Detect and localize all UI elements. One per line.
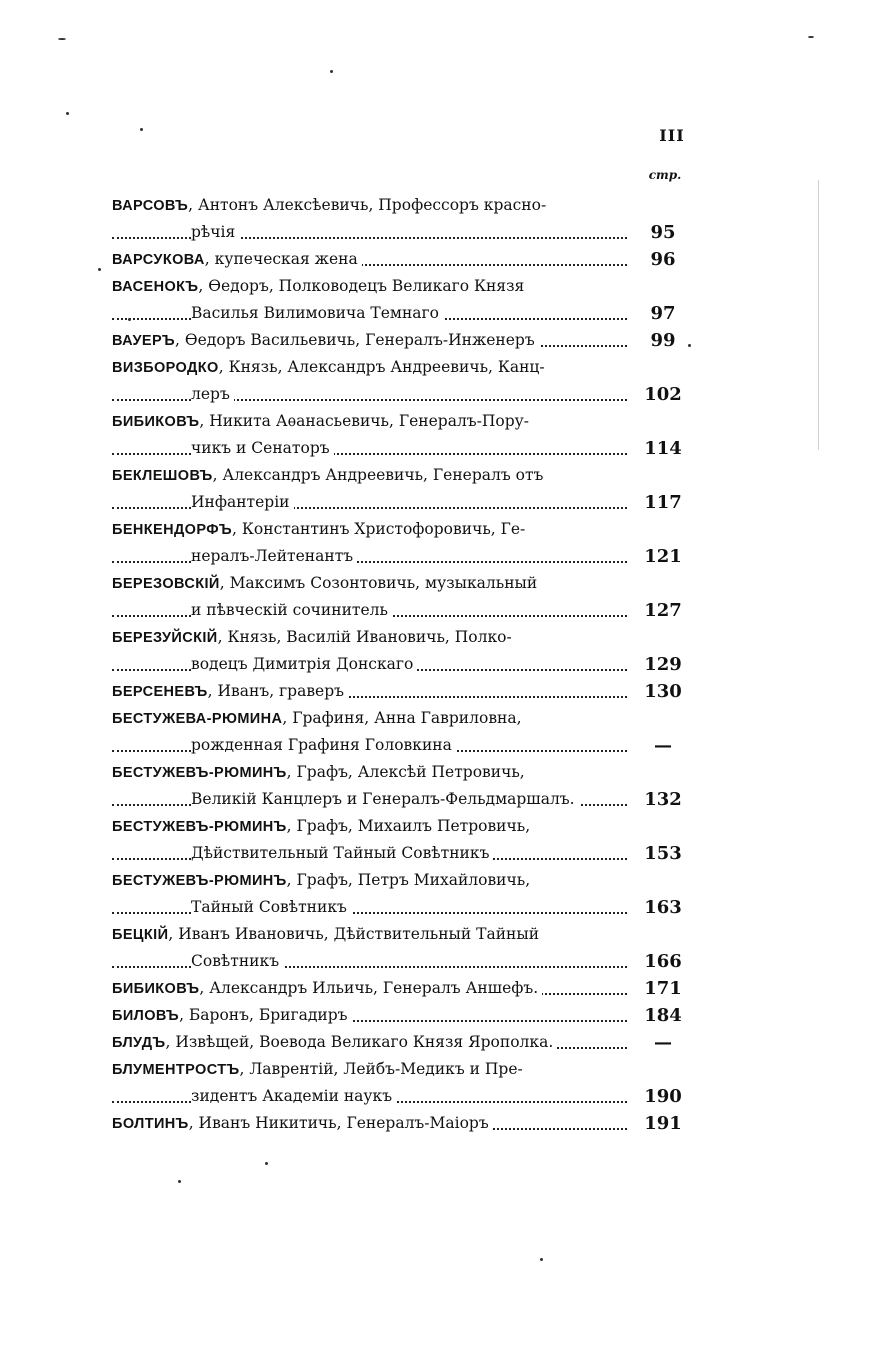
entry-page-number: 129: [644, 654, 682, 675]
entry-line-first: [112, 192, 627, 219]
entry-description: и пѣвческій сочинитель: [191, 601, 388, 619]
entry-line-continuation: [112, 732, 672, 759]
entry-name: БОЛТИНЪ: [112, 1116, 189, 1132]
entry-text: БЕРЕЗОВСКІЙ, Максимъ Созонтовичь, музыкальный: [112, 574, 541, 592]
entry-line-continuation: [112, 381, 682, 408]
entry-page-number: 97: [650, 303, 676, 324]
entry-line-first: [112, 246, 676, 273]
entry-text: БЕКЛЕШОВЪ, Александръ Андреевичь, Генералъ отъ: [112, 466, 547, 484]
entry-line-first: [112, 1029, 672, 1056]
index-entry: [112, 624, 692, 678]
entry-text: [191, 547, 357, 565]
entry-text: [191, 1087, 396, 1105]
entry-page-number: 127: [644, 600, 682, 621]
entry-description: Графъ, Михаилъ Петровичь,: [296, 817, 531, 835]
index-entry: [112, 192, 692, 246]
entry-description: зидентъ Академіи наукъ: [191, 1087, 393, 1105]
entry-page-number: 95: [650, 222, 676, 243]
entry-text: БЛУДЪ, Извѣщей, Воевода Великаго Князя Ярополка.: [112, 1033, 557, 1051]
entry-description: Никита Аѳанасьевичь, Генералъ-Пору-: [209, 412, 530, 430]
entry-description: Дѣйствительный Тайный Совѣтникъ: [191, 844, 490, 862]
entry-line-first: [112, 624, 627, 651]
entry-page-number: 102: [644, 384, 682, 405]
entry-text: [191, 844, 493, 862]
entry-description: Великій Канцлеръ и Генералъ-Фельдмаршалъ.: [191, 790, 575, 808]
index-entry: [112, 1002, 692, 1029]
entry-name: БЕСТУЖЕВЪ-РЮМИНЪ: [112, 765, 287, 781]
entry-name: БЕРСЕНЕВЪ: [112, 684, 208, 700]
entry-page-number: 184: [644, 1005, 682, 1026]
entry-line-first: [112, 516, 627, 543]
entry-page-number: 121: [644, 546, 682, 567]
entry-name: БИБИКОВЪ: [112, 414, 200, 430]
entry-line-first: [112, 813, 627, 840]
entry-name: ВАРСУКОВА: [112, 252, 205, 268]
index-entry: [112, 813, 692, 867]
index-entry: [112, 516, 692, 570]
entry-description: Извѣщей, Воевода Великаго Князя Ярополка.: [175, 1033, 554, 1051]
entry-text: [191, 898, 351, 916]
entry-line-continuation: [112, 840, 682, 867]
entry-line-first: [112, 678, 682, 705]
entry-name: БЕСТУЖЕВЪ-РЮМИНЪ: [112, 819, 287, 835]
entry-line-first: [112, 867, 627, 894]
entry-line-first: [112, 462, 627, 489]
entry-line-first: [112, 1002, 682, 1029]
index-entry: [112, 462, 692, 516]
entry-description: Константинъ Христофоровичь, Ге-: [241, 520, 526, 538]
entry-description: Тайный Совѣтникъ: [191, 898, 347, 916]
entry-description: Иванъ, граверъ: [217, 682, 345, 700]
leader-dots: [112, 505, 627, 509]
entry-name: БЕСТУЖЕВЪ-РЮМИНЪ: [112, 873, 287, 889]
entry-line-continuation: [112, 435, 682, 462]
entry-description: Князь, Василій Ивановичь, Полко-: [227, 628, 512, 646]
entry-description: нералъ-Лейтенантъ: [191, 547, 354, 565]
entry-text: БЛУМЕНТРОСТЪ, Лаврентій, Лейбъ-Медикъ и Пре-: [112, 1060, 527, 1078]
entry-line-continuation: [112, 489, 682, 516]
entry-text: БЕРЕЗУЙСКІЙ, Князь, Василій Ивановичь, Полко-: [112, 628, 516, 646]
entry-page-number: 114: [644, 438, 682, 459]
entry-description: рѣчія: [191, 223, 236, 241]
entry-page-number: 190: [644, 1086, 682, 1107]
entry-description: Князь, Александръ Андреевичь, Канц-: [228, 358, 545, 376]
entry-name: ВАРСОВЪ: [112, 198, 189, 214]
entry-description: Баронъ, Бригадиръ: [188, 1006, 348, 1024]
entry-description: Графъ, Петръ Михайловичь,: [296, 871, 531, 889]
entry-line-continuation: [112, 1083, 682, 1110]
entry-page-number: 191: [644, 1113, 682, 1134]
entry-text: [191, 952, 283, 970]
entry-text: ВАСЕНОКЪ, Ѳедоръ, Полководецъ Великаго Князя: [112, 277, 528, 295]
entry-description: водецъ Димитрія Донскаго: [191, 655, 414, 673]
entry-line-first: [112, 570, 627, 597]
entry-name: БЕСТУЖЕВА-РЮМИНА: [112, 711, 283, 727]
entry-description: Александръ Андреевичь, Генералъ отъ: [222, 466, 544, 484]
leader-dots: [112, 910, 627, 914]
entry-line-first: [112, 759, 627, 786]
index-entry: [112, 1110, 692, 1137]
entry-line-continuation: [112, 786, 682, 813]
entry-text: [191, 601, 392, 619]
entry-description: Иванъ Никитичь, Генералъ-Маіоръ: [198, 1114, 489, 1132]
index-entry: [112, 246, 692, 273]
index-entry: [112, 1056, 692, 1110]
index-entry: [112, 327, 692, 354]
entry-page-number: 163: [644, 897, 682, 918]
entry-name: ВАУЕРЪ: [112, 333, 176, 349]
entry-text: [191, 493, 294, 511]
entry-description: леръ: [191, 385, 230, 403]
index-entry: [112, 705, 692, 759]
entry-line-continuation: [112, 219, 676, 246]
entry-description: Антонъ Алексѣевичь, Профессоръ красно-: [197, 196, 547, 214]
entry-line-first: [112, 327, 676, 354]
entry-description: Александръ Ильичь, Генералъ Аншефъ.: [209, 979, 539, 997]
index-entry: [112, 759, 692, 813]
entry-description: купеческая жена: [214, 250, 358, 268]
entry-line-continuation: [112, 651, 682, 678]
entry-page-number: —: [654, 735, 672, 756]
entry-description: Василья Вилимовича Темнаго: [191, 304, 439, 322]
entry-text: БЕСТУЖЕВА-РЮМИНА, Графиня, Анна Гавриловна,: [112, 709, 526, 727]
entry-text: БЕСТУЖЕВЪ-РЮМИНЪ, Графъ, Михаилъ Петровичь,: [112, 817, 534, 835]
entry-text: [191, 223, 239, 241]
entry-text: [191, 790, 579, 808]
index-entry: [112, 1029, 692, 1056]
entry-text: [191, 655, 417, 673]
entry-text: БИБИКОВЪ, Никита Аѳанасьевичь, Генералъ-Пору-: [112, 412, 533, 430]
entry-description: Ѳедоръ Васильевичь, Генералъ-Инженеръ: [184, 331, 535, 349]
entry-description: Графиня, Анна Гавриловна,: [292, 709, 522, 727]
entry-name: БЛУМЕНТРОСТЪ: [112, 1062, 240, 1078]
entry-line-continuation: [112, 948, 682, 975]
index-entry: [112, 678, 692, 705]
entry-line-first: [112, 354, 627, 381]
entry-description: рожденная Графиня Головкина: [191, 736, 452, 754]
entry-page-number: 153: [644, 843, 682, 864]
entry-description: Лаврентій, Лейбъ-Медикъ и Пре-: [249, 1060, 523, 1078]
entry-page-number: 99: [650, 330, 676, 351]
entry-text: БЕРСЕНЕВЪ, Иванъ, граверъ: [112, 682, 348, 700]
entry-name: БЕНКЕНДОРФЪ: [112, 522, 233, 538]
entry-line-continuation: [112, 894, 682, 921]
index-entry: [112, 867, 692, 921]
entry-text: [191, 304, 443, 322]
index-entry: [112, 354, 692, 408]
entry-page-number: 166: [644, 951, 682, 972]
entry-name: БЛУДЪ: [112, 1035, 166, 1051]
entry-text: [191, 736, 456, 754]
entry-description: чикъ и Сенаторъ: [191, 439, 330, 457]
leader-dots: [112, 964, 627, 968]
entry-description: Иванъ Ивановичь, Дѣйствительный Тайный: [178, 925, 540, 943]
entry-line-first: [112, 273, 627, 300]
entry-page-number: —: [654, 1032, 672, 1053]
entry-name: БИЛОВЪ: [112, 1008, 180, 1024]
index-entry: [112, 570, 692, 624]
entry-name: ВАСЕНОКЪ: [112, 279, 199, 295]
entry-line-first: [112, 705, 627, 732]
index-entry: [112, 273, 692, 327]
entry-description: Графъ, Алексѣй Петровичь,: [296, 763, 525, 781]
entry-text: ВАРСОВЪ, Антонъ Алексѣевичь, Профессоръ красно-: [112, 196, 550, 214]
leader-dots: [112, 451, 627, 455]
entry-text: БИБИКОВЪ, Александръ Ильичь, Генералъ Аншефъ.: [112, 979, 542, 997]
entry-line-first: [112, 975, 682, 1002]
entry-description: Максимъ Созонтовичь, музыкальный: [229, 574, 538, 592]
entry-line-first: [112, 1110, 682, 1137]
entry-text: [191, 439, 334, 457]
entry-name: БЕРЕЗУЙСКІЙ: [112, 630, 218, 646]
page-folio: III: [659, 126, 685, 145]
entry-page-number: 117: [644, 492, 682, 513]
entry-page-number: 96: [650, 249, 676, 270]
entry-page-number: 130: [644, 681, 682, 702]
leader-dots: [112, 397, 627, 401]
entry-page-number: 132: [644, 789, 682, 810]
entry-line-continuation: [112, 597, 682, 624]
index-entry: [112, 975, 692, 1002]
entry-text: БИЛОВЪ, Баронъ, Бригадиръ: [112, 1006, 352, 1024]
entry-text: ВАРСУКОВА, купеческая жена: [112, 250, 362, 268]
entry-text: БОЛТИНЪ, Иванъ Никитичь, Генералъ-Маіоръ: [112, 1114, 493, 1132]
entry-description: Инфантеріи: [191, 493, 290, 511]
entry-name: ВИЗБОРОДКО: [112, 360, 219, 376]
entry-description: Ѳедоръ, Полководецъ Великаго Князя: [208, 277, 525, 295]
entry-page-number: 171: [644, 978, 682, 999]
index-entries: [112, 192, 692, 1137]
entry-text: ВИЗБОРОДКО, Князь, Александръ Андреевичь, Канц-: [112, 358, 549, 376]
entry-name: БЕКЛЕШОВЪ: [112, 468, 213, 484]
leader-dots: [112, 559, 627, 563]
entry-text: БЕСТУЖЕВЪ-РЮМИНЪ, Графъ, Алексѣй Петровичь,: [112, 763, 529, 781]
entry-name: БЕРЕЗОВСКІЙ: [112, 576, 220, 592]
entry-description: Совѣтникъ: [191, 952, 280, 970]
entry-line-first: [112, 408, 627, 435]
entry-text: [191, 385, 234, 403]
entry-name: БЕЦКІЙ: [112, 927, 169, 943]
margin-rule: [818, 180, 819, 450]
page-column-header: стр.: [648, 168, 682, 182]
entry-line-continuation: [112, 543, 682, 570]
index-entry: [112, 921, 692, 975]
entry-text: БЕЦКІЙ, Иванъ Ивановичь, Дѣйствительный Тайный: [112, 925, 543, 943]
entry-line-first: [112, 921, 627, 948]
index-entry: [112, 408, 692, 462]
entry-text: БЕНКЕНДОРФЪ, Константинъ Христофоровичь, Ге-: [112, 520, 529, 538]
entry-text: ВАУЕРЪ, Ѳедоръ Васильевичь, Генералъ-Инженеръ: [112, 331, 539, 349]
entry-line-continuation: [112, 300, 676, 327]
entry-name: БИБИКОВЪ: [112, 981, 200, 997]
entry-text: БЕСТУЖЕВЪ-РЮМИНЪ, Графъ, Петръ Михайловичь,: [112, 871, 534, 889]
entry-line-first: [112, 1056, 627, 1083]
leader-dots: [112, 235, 627, 239]
